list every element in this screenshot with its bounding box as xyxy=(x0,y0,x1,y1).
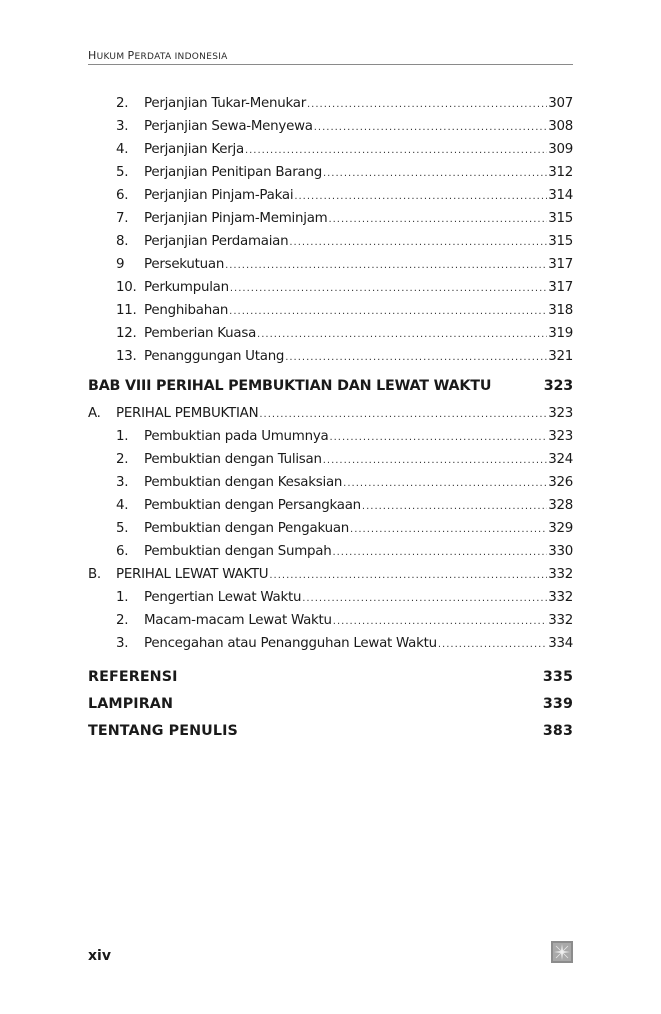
entry-title: Perjanjian Pinjam-Pakai xyxy=(144,188,294,203)
page-number: xiv xyxy=(88,948,111,964)
entry-title: Pengertian Lewat Waktu xyxy=(144,590,302,605)
dot-leader xyxy=(229,300,547,323)
entry-number: 10. xyxy=(116,280,137,295)
entry-page: 326 xyxy=(548,475,573,490)
entry-number: 6. xyxy=(116,544,129,559)
entry-title: Pembuktian dengan Tulisan xyxy=(144,452,322,467)
dot-leader xyxy=(269,564,547,587)
entry-number: 2. xyxy=(116,96,129,111)
entry-title: Macam-macam Lewat Waktu xyxy=(144,613,332,628)
running-head-text: ERDATA xyxy=(134,52,175,62)
entry-number: 13. xyxy=(116,349,137,364)
dot-leader xyxy=(343,472,547,495)
dot-leader xyxy=(285,346,547,369)
entry-page: 339 xyxy=(542,696,573,712)
toc-entry xyxy=(88,207,573,230)
chapter-heading xyxy=(88,373,573,400)
toc-entry xyxy=(88,586,573,609)
entry-page: 307 xyxy=(548,96,573,111)
entry-page: 312 xyxy=(548,165,573,180)
running-head-text: INDONESIA xyxy=(174,52,228,62)
running-head-text: UKUM xyxy=(96,52,128,62)
table-of-contents xyxy=(88,92,573,745)
dot-leader xyxy=(328,208,547,231)
dot-leader xyxy=(245,139,547,162)
entry-page: 324 xyxy=(548,452,573,467)
entry-page: 335 xyxy=(542,669,573,685)
entry-title: Perjanjian Kerja xyxy=(144,142,244,157)
entry-number: 6. xyxy=(116,188,129,203)
entry-page: 309 xyxy=(548,142,573,157)
entry-page: 383 xyxy=(542,723,573,739)
toc-entry xyxy=(88,276,573,299)
dot-leader xyxy=(438,633,547,656)
chapter-page: 323 xyxy=(543,378,573,394)
toc-entry xyxy=(88,345,573,368)
entry-page: 330 xyxy=(548,544,573,559)
toc-entry xyxy=(88,494,573,517)
dot-leader xyxy=(289,231,547,254)
section-heading xyxy=(88,402,573,425)
entry-number: 3. xyxy=(116,636,129,651)
section-heading xyxy=(88,563,573,586)
entry-page: 314 xyxy=(548,188,573,203)
entry-title: Pencegahan atau Penangguhan Lewat Waktu xyxy=(144,636,437,651)
entry-page: 319 xyxy=(548,326,573,341)
entry-number: A. xyxy=(88,406,101,421)
toc-entry xyxy=(88,609,573,632)
entry-title: Perjanjian Tukar-Menukar xyxy=(144,96,306,111)
dot-leader xyxy=(323,162,547,185)
entry-title: Pembuktian dengan Persangkaan xyxy=(144,498,361,513)
entry-page: 332 xyxy=(548,590,573,605)
dot-leader xyxy=(350,518,547,541)
dot-leader xyxy=(225,254,547,277)
entry-page: 332 xyxy=(548,613,573,628)
entry-page: 323 xyxy=(548,406,573,421)
entry-title: Perkumpulan xyxy=(144,280,229,295)
entry-title: REFERENSI xyxy=(88,669,178,685)
toc-entry xyxy=(88,184,573,207)
toc-entry xyxy=(88,92,573,115)
entry-number: 11. xyxy=(116,303,137,318)
toc-entry xyxy=(88,115,573,138)
entry-number: 5. xyxy=(116,165,129,180)
dot-leader xyxy=(259,403,547,426)
entry-page: 332 xyxy=(548,567,573,582)
entry-page: 317 xyxy=(548,257,573,272)
entry-number: 12. xyxy=(116,326,137,341)
entry-number: 5. xyxy=(116,521,129,536)
toc-entry xyxy=(88,299,573,322)
entry-title: Persekutuan xyxy=(144,257,225,272)
toc-entry xyxy=(88,253,573,276)
toc-entry xyxy=(88,322,573,345)
toc-entry xyxy=(88,230,573,253)
entry-title: Perjanjian Sewa-Menyewa xyxy=(144,119,313,134)
entry-number: 3. xyxy=(116,119,129,134)
toc-entry xyxy=(88,471,573,494)
entry-number: 8. xyxy=(116,234,129,249)
entry-title: Pembuktian dengan Sumpah xyxy=(144,544,332,559)
dot-leader xyxy=(323,449,547,472)
dot-leader xyxy=(302,587,547,610)
toc-entry xyxy=(88,448,573,471)
entry-number: B. xyxy=(88,567,101,582)
entry-number: 4. xyxy=(116,498,129,513)
entry-title: Perjanjian Pinjam-Meminjam xyxy=(144,211,328,226)
chapter-title: BAB VIII PERIHAL PEMBUKTIAN DAN LEWAT WAKTU xyxy=(88,378,492,394)
running-head-text: P xyxy=(127,49,135,62)
entry-page: 315 xyxy=(548,234,573,249)
entry-number: 7. xyxy=(116,211,129,226)
entry-page: 318 xyxy=(548,303,573,318)
dot-leader xyxy=(333,610,547,633)
dot-leader xyxy=(332,541,547,564)
toc-entry xyxy=(88,138,573,161)
entry-title: Pembuktian dengan Kesaksian xyxy=(144,475,343,490)
dot-leader xyxy=(294,185,547,208)
dot-leader xyxy=(230,277,547,300)
entry-page: 323 xyxy=(548,429,573,444)
entry-title: TENTANG PENULIS xyxy=(88,723,238,739)
entry-number: 2. xyxy=(116,613,129,628)
entry-title: Pembuktian dengan Pengakuan xyxy=(144,521,350,536)
backmatter-entry xyxy=(88,718,573,745)
toc-entry xyxy=(88,632,573,655)
publisher-mark-icon xyxy=(551,941,573,963)
entry-page: 329 xyxy=(548,521,573,536)
backmatter-entry xyxy=(88,691,573,718)
entry-title: PERIHAL LEWAT WAKTU xyxy=(116,567,269,582)
entry-title: Pembuktian pada Umumnya xyxy=(144,429,329,444)
dot-leader xyxy=(307,93,547,116)
entry-number: 3. xyxy=(116,475,129,490)
entry-title: Penanggungan Utang xyxy=(144,349,285,364)
entry-page: 308 xyxy=(548,119,573,134)
entry-number: 2. xyxy=(116,452,129,467)
entry-number: 4. xyxy=(116,142,129,157)
entry-title: Perjanjian Perdamaian xyxy=(144,234,289,249)
toc-entry xyxy=(88,425,573,448)
dot-leader xyxy=(329,426,547,449)
entry-number: 9 xyxy=(116,257,125,272)
entry-number: 1. xyxy=(116,429,129,444)
entry-page: 328 xyxy=(548,498,573,513)
entry-page: 321 xyxy=(548,349,573,364)
dot-leader xyxy=(257,323,547,346)
entry-page: 315 xyxy=(548,211,573,226)
running-head-text: H xyxy=(88,49,97,62)
toc-entry xyxy=(88,161,573,184)
entry-number: 1. xyxy=(116,590,129,605)
entry-title: PERIHAL PEMBUKTIAN xyxy=(116,406,259,421)
entry-title: Pemberian Kuasa xyxy=(144,326,257,341)
toc-entry xyxy=(88,517,573,540)
dot-leader xyxy=(314,116,547,139)
entry-title: Penghibahan xyxy=(144,303,229,318)
entry-page: 334 xyxy=(548,636,573,651)
dot-leader xyxy=(362,495,547,518)
running-head xyxy=(88,49,573,65)
entry-page: 317 xyxy=(548,280,573,295)
toc-entry xyxy=(88,540,573,563)
backmatter-entry xyxy=(88,664,573,691)
entry-title: LAMPIRAN xyxy=(88,696,174,712)
entry-title: Perjanjian Penitipan Barang xyxy=(144,165,322,180)
